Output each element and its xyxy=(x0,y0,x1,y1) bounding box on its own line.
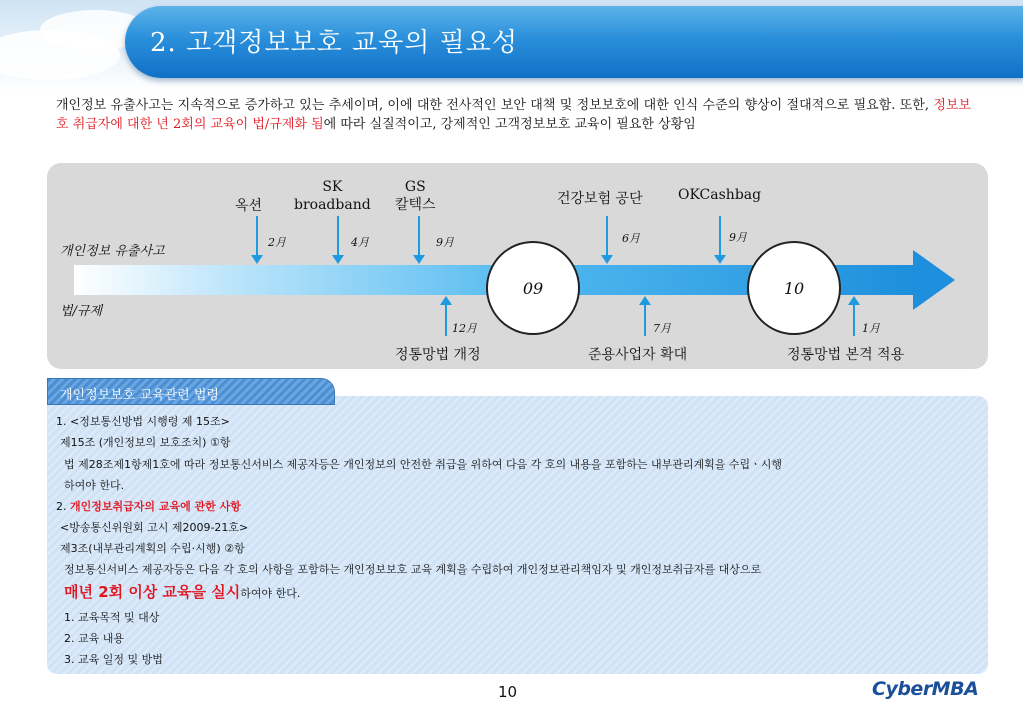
event-label-full-application: 정통망법 본격 적용 xyxy=(787,347,905,363)
event-month-sk: 4月 xyxy=(351,236,369,249)
law-line-4: 하여야 한다. xyxy=(64,479,125,492)
year-circle-09: 09 xyxy=(486,241,580,335)
law-line-8: 정보통신서비스 제공자등은 다음 각 호의 사항을 포함하는 개인정보보호 교육 계획을 수립하여 개인정보관리책임자 및 개인정보취급자를 대상으로 xyxy=(64,563,762,576)
law-line-5-number: 2. xyxy=(56,500,70,513)
timeline-arrowhead xyxy=(913,250,955,310)
page-number: 10 xyxy=(498,683,518,701)
down-arrow-icon xyxy=(256,216,258,262)
down-arrow-icon xyxy=(418,216,420,262)
intro-paragraph xyxy=(56,96,971,134)
cybermba-logo: CyberMBA xyxy=(872,678,979,700)
law-list-item-3: 3. 교육 일정 및 방법 xyxy=(64,653,163,666)
law-line-9-red: 매년 2회 이상 교육을 실시 xyxy=(64,583,241,601)
up-arrow-icon xyxy=(644,298,646,336)
law-line-9-rest: 하여야 한다. xyxy=(240,587,301,600)
law-line-3: 법 제28조제1항제1호에 따라 정보통신서비스 제공자등은 개인정보의 안전한 취급을 위하여 다음 각 호의 내용을 포함하는 내부관리계획을 수립ㆍ시행 xyxy=(64,458,782,471)
intro-text-1: 개인정보 유출사고는 지속적으로 증가하고 있는 추세이며, 이에 대한 전사적인 보안 대책 및 정보보호에 대한 인식 수준의 향상이 절대적으로 필요함. 또한, xyxy=(56,98,934,113)
law-line-6: <방송통신위원회 고시 제2009-21호> xyxy=(60,521,249,534)
law-line-9 xyxy=(64,581,300,605)
event-month-auction: 2月 xyxy=(268,236,286,249)
event-label-gs-caltex: GS 칼텍스 xyxy=(395,179,436,213)
down-arrow-icon xyxy=(606,216,608,262)
up-arrow-icon xyxy=(445,298,447,336)
law-line-1: 1. <정보통신방법 시행령 제 15조> xyxy=(56,415,230,428)
page-title: 2. 고객정보보호 교육의 필요성 xyxy=(150,28,518,58)
timeline-row-label-incidents: 개인정보 유출사고 xyxy=(60,244,165,259)
year-circle-10: 10 xyxy=(747,241,841,335)
intro-highlight: 정보보호 취급자에 대한 년 2회의 교육이 법/규제화 됨 xyxy=(56,98,971,132)
event-month-gs: 9月 xyxy=(436,236,454,249)
law-section-tab xyxy=(47,378,335,405)
up-arrow-icon xyxy=(853,298,855,336)
law-line-5 xyxy=(56,499,241,514)
event-label-law-revision: 정통망법 개정 xyxy=(395,347,481,363)
law-line-2: 제15조 (개인정보의 보호조치) ①항 xyxy=(60,436,231,449)
law-section-title: 개인정보보호 교육관련 법령 xyxy=(60,388,219,403)
down-arrow-icon xyxy=(337,216,339,262)
law-list-item-1: 1. 교육목적 및 대상 xyxy=(64,611,160,624)
event-label-health-insurance: 건강보험 공단 xyxy=(557,191,643,207)
event-month-expansion: 7月 xyxy=(653,322,671,335)
event-month-law-revision: 12月 xyxy=(452,322,477,335)
event-label-okcashbag: OKCashbag xyxy=(678,187,762,203)
event-label-auction: 옥션 xyxy=(235,198,263,214)
timeline-row-label-regulation: 법/규제 xyxy=(60,304,103,319)
down-arrow-icon xyxy=(719,216,721,262)
intro-text-2: 에 따라 실질적이고, 강제적인 고객정보보호 교육이 필요한 상황임 xyxy=(323,117,696,132)
event-month-full-application: 1月 xyxy=(862,322,880,335)
law-list-item-2: 2. 교육 내용 xyxy=(64,632,124,645)
event-label-expansion: 준용사업자 확대 xyxy=(588,347,688,363)
law-line-5-red: 개인정보취급자의 교육에 관한 사항 xyxy=(70,500,241,513)
law-line-7: 제3조(내부관리계획의 수립·시행) ②항 xyxy=(60,542,245,555)
event-label-sk-broadband: SK broadband xyxy=(294,179,371,213)
event-month-health: 6月 xyxy=(622,232,640,245)
event-month-okcashbag: 9月 xyxy=(729,231,747,244)
